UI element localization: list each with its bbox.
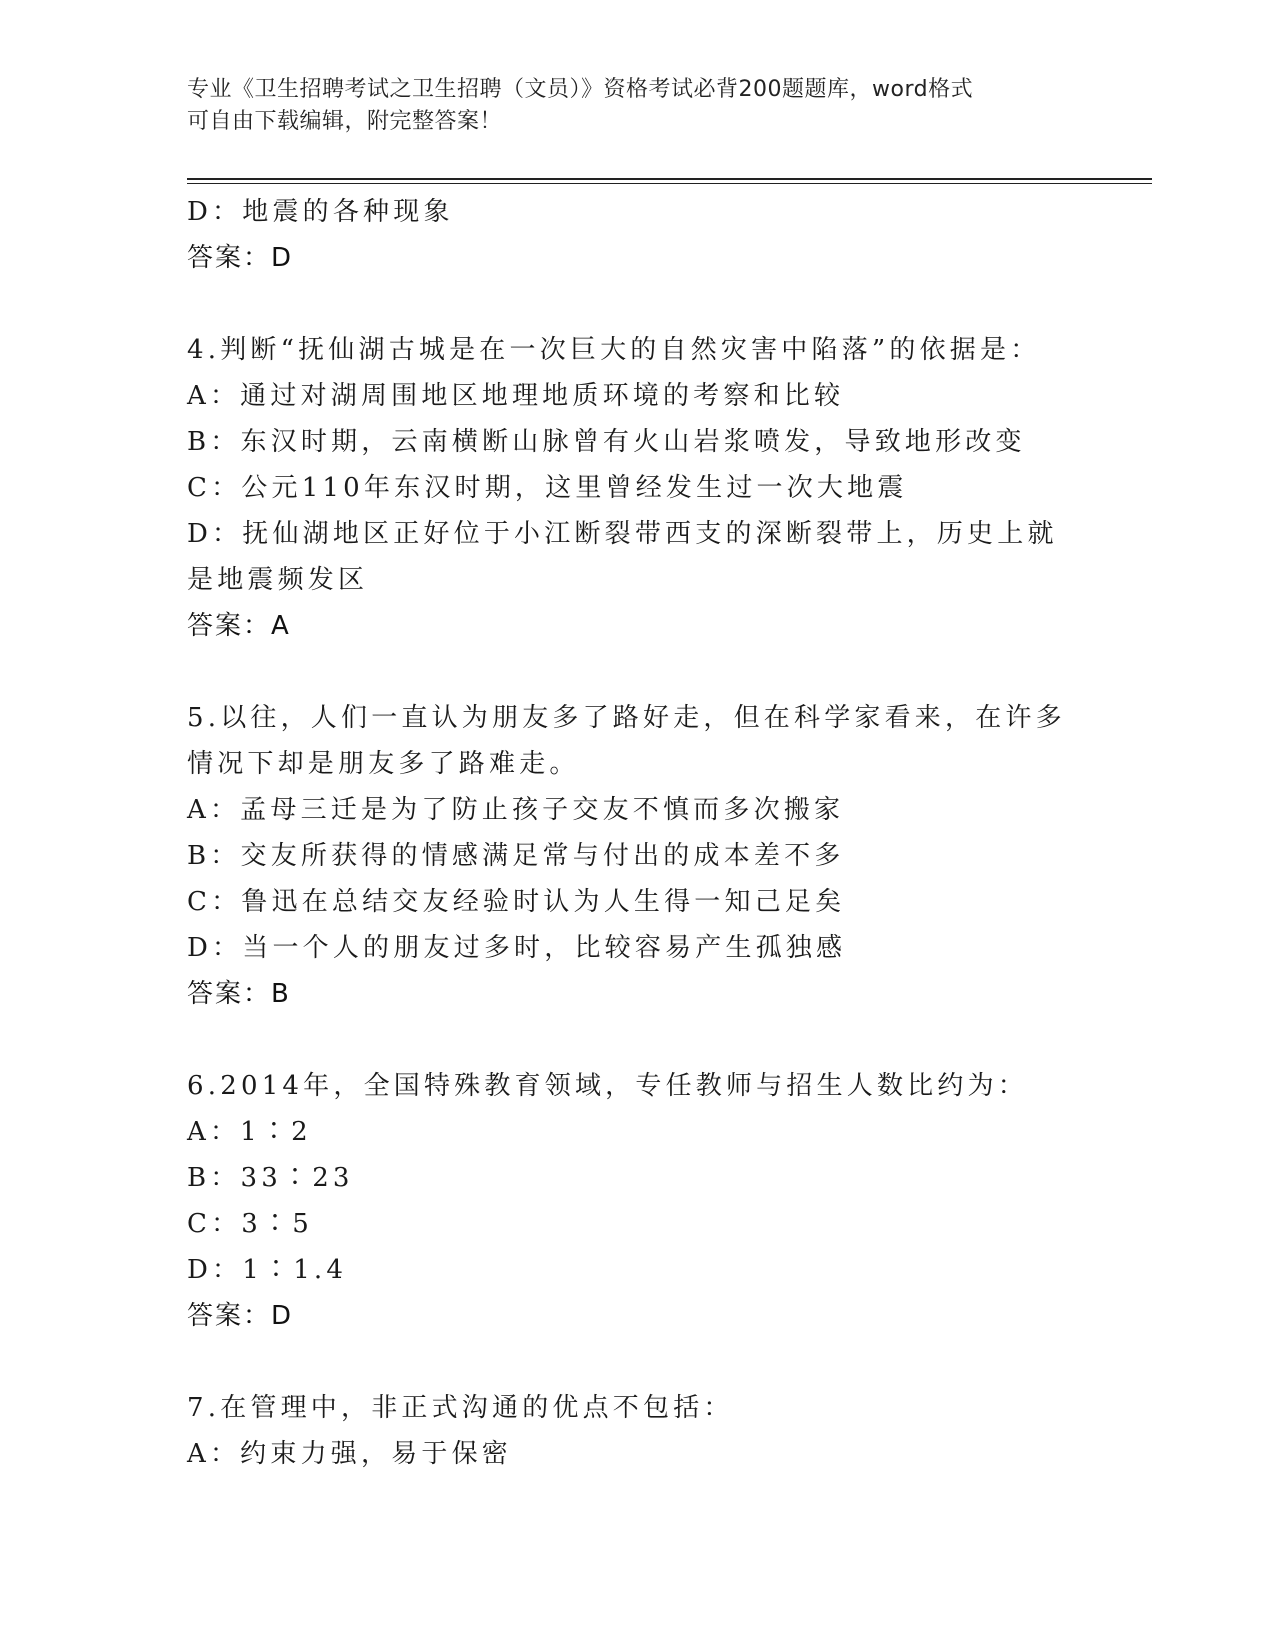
option-b: B：33∶23 (187, 1163, 354, 1193)
header-divider-thick (187, 178, 1152, 180)
question-stem: 4.判断“抚仙湖古城是在一次巨大的自然灾害中陷落”的依据是： (187, 335, 1041, 365)
option-c: C：3∶5 (187, 1209, 313, 1239)
header-line-1: 专业《卫生招聘考试之卫生招聘（文员）》资格考试必背200题题库，word格式 (187, 77, 974, 102)
spacer (187, 1339, 1087, 1385)
option-d: D：地震的各种现象 (187, 197, 454, 227)
option-c: C：公元110年东汉时期，这里曾经发生过一次大地震 (187, 473, 908, 503)
option-b: B：交友所获得的情感满足常与付出的成本差不多 (187, 841, 845, 871)
spacer (187, 649, 1087, 695)
question-7 (187, 1385, 1087, 1477)
question-4 (187, 327, 1087, 649)
question-content (187, 189, 1087, 1477)
option-d: D：抚仙湖地区正好位于小江断裂带西支的深断裂带上，历史上就是地震频发区 (187, 519, 1058, 595)
header-divider-thin (187, 183, 1152, 184)
header-line-2: 可自由下载编辑，附完整答案！ (187, 109, 503, 134)
option-d: D：1∶1.4 (187, 1255, 348, 1285)
option-a: A：约束力强，易于保密 (187, 1439, 512, 1469)
option-d: D：当一个人的朋友过多时，比较容易产生孤独感 (187, 933, 847, 963)
spacer (187, 281, 1087, 327)
option-a: A：孟母三迁是为了防止孩子交友不慎而多次搬家 (187, 795, 845, 825)
question-5 (187, 695, 1087, 1017)
option-a: A：通过对湖周围地区地理地质环境的考察和比较 (187, 381, 845, 411)
answer-line: 答案：D (187, 1301, 294, 1331)
question-6 (187, 1063, 1087, 1339)
page-header (187, 74, 1067, 138)
question-stem: 7.在管理中，非正式沟通的优点不包括： (187, 1393, 734, 1423)
option-a: A：1∶2 (187, 1117, 312, 1147)
question-stem: 6.2014年，全国特殊教育领域，专任教师与招生人数比约为： (187, 1071, 1028, 1101)
answer-line: 答案：B (187, 979, 291, 1009)
spacer (187, 1017, 1087, 1063)
question-stem: 5.以往，人们一直认为朋友多了路好走，但在科学家看来，在许多情况下却是朋友多了路难走。 (187, 703, 1066, 779)
option-c: C：鲁迅在总结交友经验时认为人生得一知己足矣 (187, 887, 846, 917)
option-b: B：东汉时期，云南横断山脉曾有火山岩浆喷发，导致地形改变 (187, 427, 1026, 457)
answer-line: 答案：D (187, 243, 294, 273)
answer-line: 答案：A (187, 611, 291, 641)
question-fragment-3 (187, 189, 1087, 281)
